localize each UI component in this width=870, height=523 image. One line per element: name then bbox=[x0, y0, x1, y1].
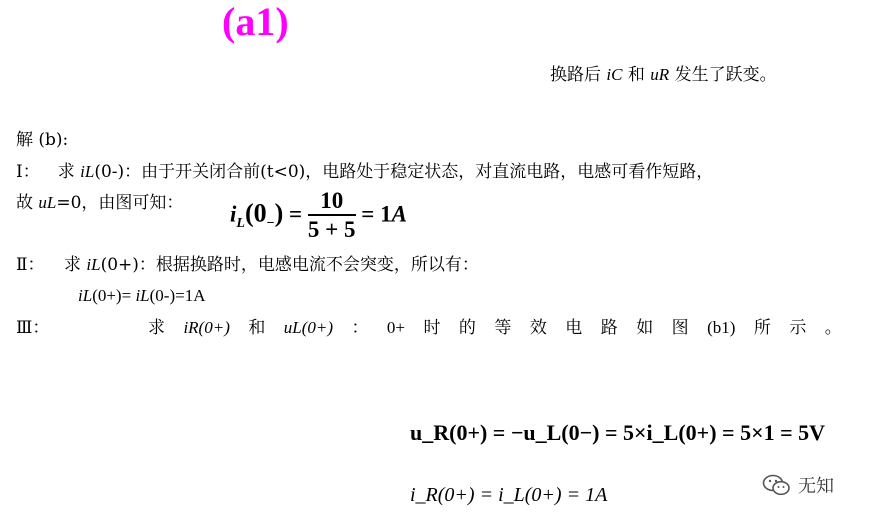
eq-equals: = bbox=[283, 201, 308, 227]
eq-unit: A bbox=[391, 201, 407, 227]
var-il-2: iL bbox=[86, 255, 101, 274]
watermark-text: 无知 bbox=[798, 476, 834, 497]
ir-equation: i_R(0+) = i_L(0+) = 1A bbox=[410, 484, 608, 506]
step3-word: 所 bbox=[753, 318, 771, 338]
step3-word: 电 bbox=[565, 318, 583, 338]
step2-line bbox=[16, 254, 479, 276]
eq2-part1: (0+)= bbox=[92, 286, 136, 305]
figure-label: (a1) bbox=[222, 0, 289, 44]
step1-line1 bbox=[16, 161, 713, 183]
step1-text-b: (0-)：由于开关闭合前(t<0)，电路处于稳定状态，对直流电路，电感可看作短路， bbox=[94, 162, 714, 182]
step2-text-a: 求 bbox=[58, 255, 87, 275]
eq-rhs: = 1 bbox=[355, 201, 392, 227]
eq2-part2: (0-)=1A bbox=[149, 286, 206, 305]
step3-word: 时 bbox=[423, 318, 441, 338]
eq-numerator: 10 bbox=[308, 188, 356, 216]
var-ur: uR bbox=[650, 65, 670, 84]
watermark bbox=[762, 472, 834, 498]
step3-word: 路 bbox=[600, 318, 618, 338]
eq2-var2: iL bbox=[135, 286, 150, 305]
wechat-icon bbox=[762, 473, 792, 497]
step3-word: 的 bbox=[458, 318, 476, 338]
eq-close: ) bbox=[274, 198, 284, 228]
roman-one: Ⅰ： bbox=[16, 162, 40, 182]
step3-word: 0+ bbox=[386, 318, 406, 337]
step3-word: (b1) bbox=[707, 318, 736, 337]
step3-word: 和 bbox=[248, 318, 266, 338]
var-il: iL bbox=[80, 162, 95, 181]
step3-roman: Ⅲ： bbox=[16, 318, 50, 338]
step1-text-a: 求 bbox=[57, 162, 81, 182]
step3-word: 示 bbox=[789, 318, 807, 338]
step3-word: uL(0+) bbox=[283, 318, 334, 337]
step2-text-b: (0+)：根据换路时，电感电流不会突变，所以有： bbox=[100, 255, 479, 275]
step3-word: 。 bbox=[824, 318, 842, 338]
switch-note bbox=[550, 64, 777, 86]
var-ul: uL bbox=[38, 193, 57, 212]
il-equation bbox=[230, 188, 407, 244]
step3-word: iR(0+) bbox=[183, 318, 230, 337]
step3-word: 效 bbox=[529, 318, 547, 338]
step3-word: 如 bbox=[636, 318, 654, 338]
note-suffix: 发生了跃变。 bbox=[669, 65, 777, 85]
eq2-var1: iL bbox=[78, 286, 93, 305]
step3-word: 求 bbox=[148, 318, 165, 338]
eq-argsub: − bbox=[266, 215, 275, 231]
eq-arg: (0 bbox=[244, 198, 267, 228]
step3-word: 图 bbox=[671, 318, 689, 338]
roman-two: Ⅱ： bbox=[16, 255, 45, 275]
step2-equation bbox=[78, 285, 205, 307]
solution-heading: 解 (b): bbox=[16, 130, 69, 150]
eq-i: i bbox=[230, 201, 237, 227]
eq-denominator: 5 + 5 bbox=[307, 217, 356, 242]
step1-text-d: =0，由图可知： bbox=[56, 193, 184, 213]
step3-word: 等 bbox=[494, 318, 512, 338]
eq-fraction bbox=[308, 188, 356, 244]
ur-equation: u_R(0+) = −u_L(0−) = 5×i_L(0+) = 5×1 = 5V bbox=[410, 420, 826, 445]
note-and: 和 bbox=[622, 65, 651, 85]
eq-sub-l: L bbox=[236, 215, 245, 231]
step1-line2 bbox=[16, 192, 183, 214]
step3-line bbox=[148, 317, 842, 339]
note-prefix: 换路后 bbox=[550, 65, 607, 85]
var-ic: iC bbox=[606, 65, 623, 84]
step1-text-c: 故 bbox=[16, 193, 39, 213]
step3-word: ： bbox=[351, 318, 369, 338]
